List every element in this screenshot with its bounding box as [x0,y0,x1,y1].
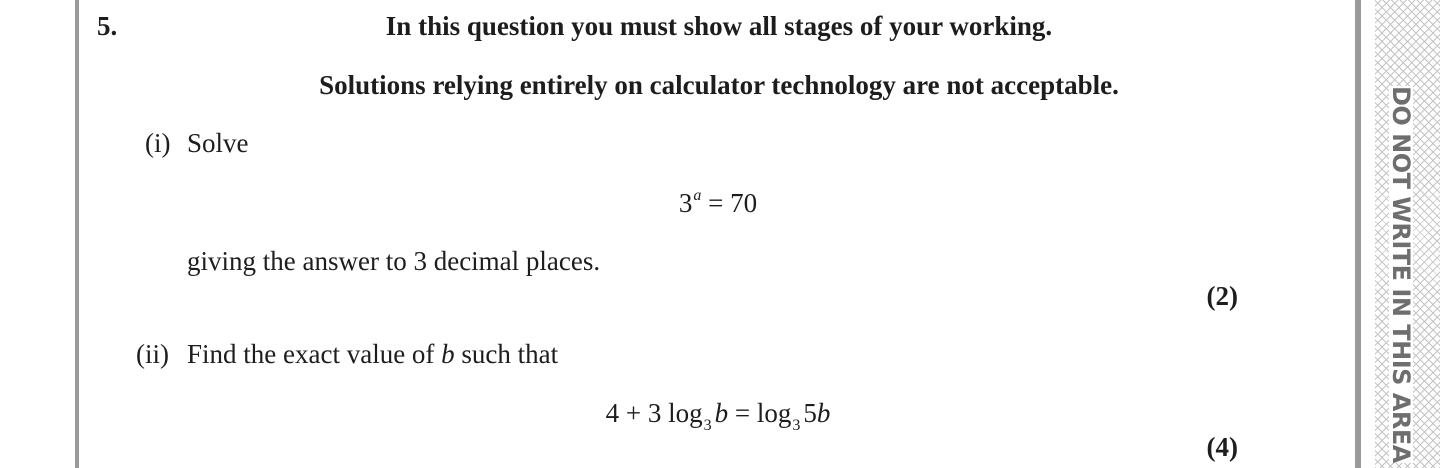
page-left-border [75,0,79,468]
equation-base: 3 [678,188,693,218]
variable-b: b [441,339,455,369]
part-ii-label: (ii) [136,339,169,369]
do-not-write-label: DO NOT WRITE IN THIS AREA [1387,86,1415,463]
instruction-no-calculator: Solutions relying entirely on calculator technology are not acceptable. [319,70,1119,100]
part-i-prompt: Solve [187,128,249,158]
part-ii-marks: (4) [1206,432,1238,462]
page-right-border [1355,0,1361,468]
log-base-left: 3 [703,417,712,434]
instruction-show-working: In this question you must show all stages of your working. [385,11,1053,41]
part-i-instruction: giving the answer to 3 decimal places. [187,246,601,276]
do-not-write-margin [1375,0,1440,468]
equation-exponent: a [693,187,702,204]
part-ii-equation: 4 + 3 $\log_3 b = \log_3 5b$ [605,398,831,434]
part-i-equation [678,187,758,218]
part-i-label: (i) [145,128,171,158]
part-ii-prompt: Find the exact value of b such that [187,339,559,369]
part-i-marks: (2) [1206,281,1238,311]
log-base-right: 3 [792,417,801,434]
equation-rhs: = 70 [708,188,758,218]
question-number: 5. [97,11,118,41]
